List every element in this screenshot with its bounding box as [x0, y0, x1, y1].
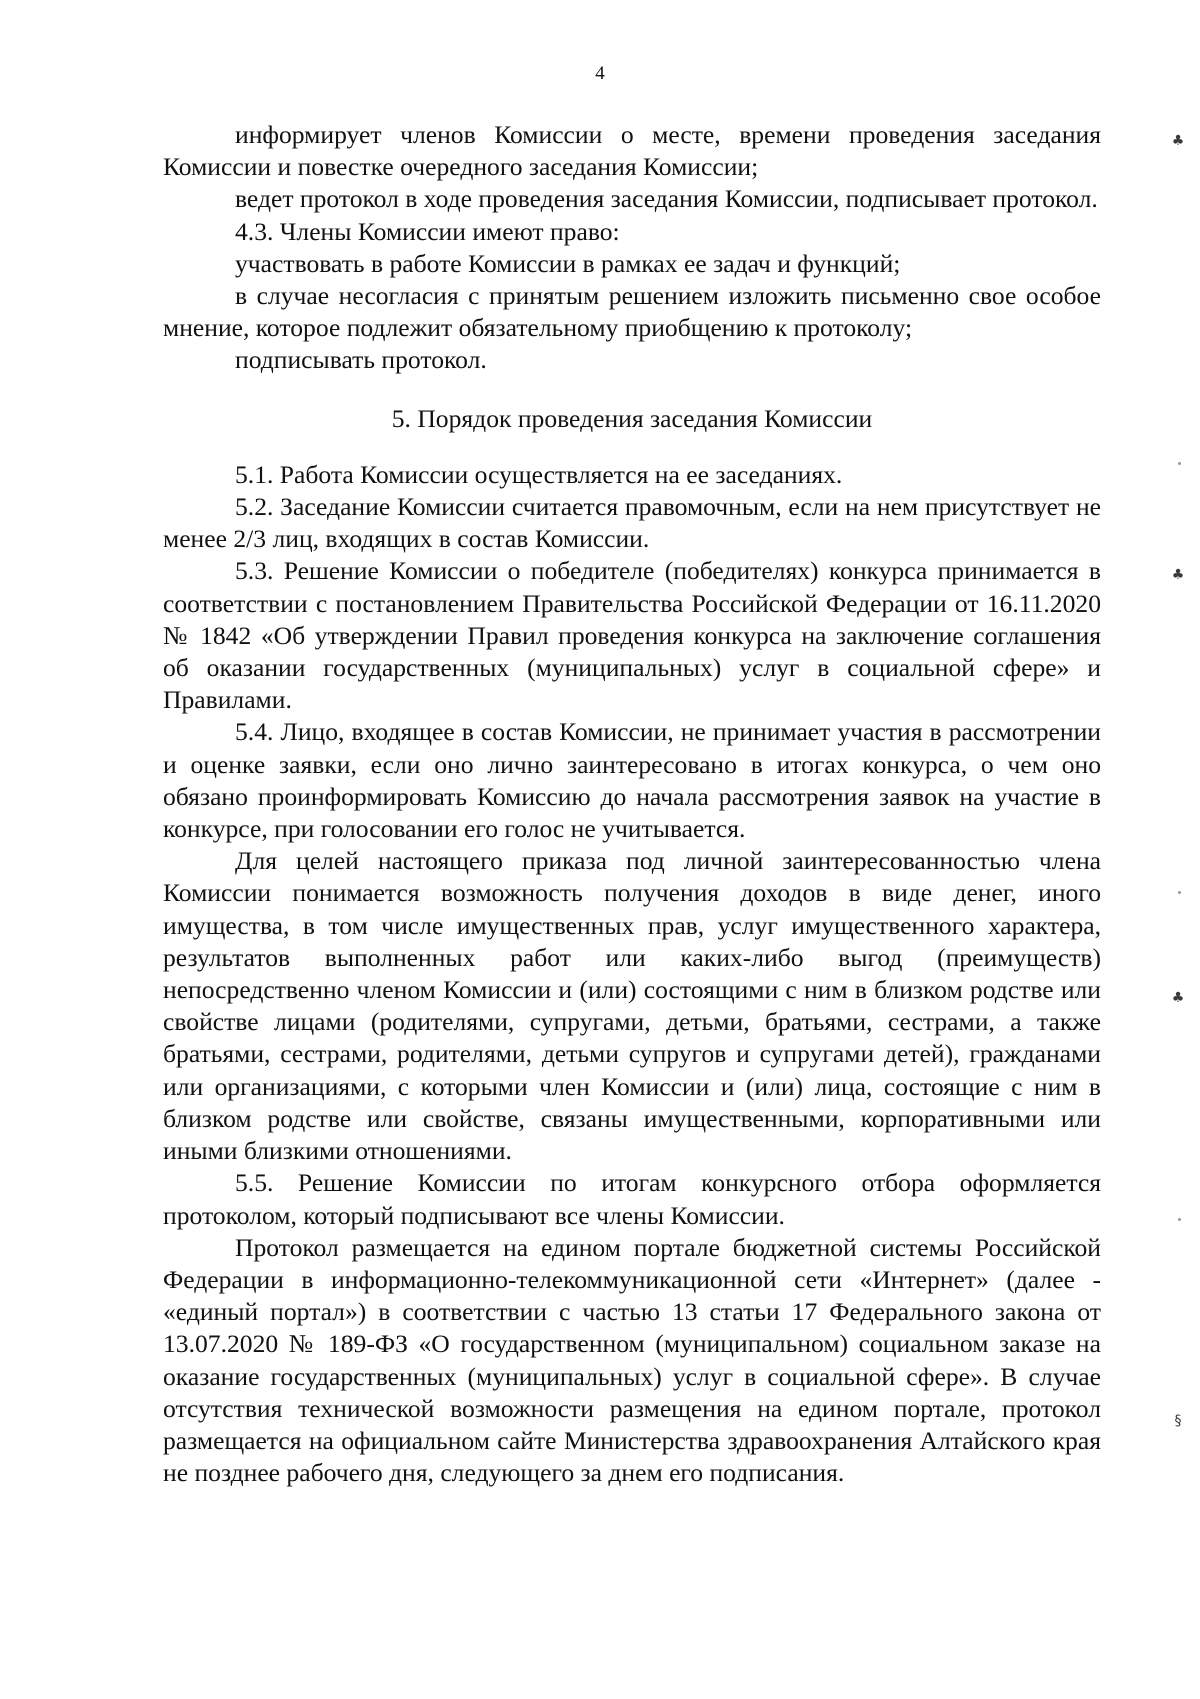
- paragraph-protocol-placement: Протокол размещается на едином портале бюджетной системы Российской Федерации в информационно-телекоммуникационной сети «Интернет» (далее - «единый портал») в соответствии с частью 13 статьи 17 Федерального закона от 13.07.2020 № 189-ФЗ «О государственном (муниципальном) социальном заказе на оказание государственных (муниципальных) услуг в социальной сфере». В случае отсутствия технической возможности размещения на едином портале, протокол размещается на официальном сайте Министерства здравоохранения Алтайского края не позднее рабочего дня, следующего за днем его подписания.: [163, 1232, 1101, 1488]
- paragraph-5-2: 5.2. Заседание Комиссии считается правомочным, если на нем присутствует не менее 2/3 лиц, входящих в состав Комиссии.: [163, 492, 1101, 554]
- paragraph-interest-definition: Для целей настоящего приказа под личной заинтересованностью члена Комиссии понимается возможность получения доходов в виде денег, иного имущества, в том числе имущественных прав, услуг имущественного характера, результатов выполненных работ или каких-либо выгод (преимуществ) непосредственно членом Комиссии и (или) состоящими с ним в близком родстве или свойстве лицами (родителями, супругами, детьми, братьями, сестрами, а также братьями, сестрами, родителями, детьми супругов и супругами детей), гражданами или организациями, с которыми член Комиссии и (или) лица, состоящие с ним в близком родстве или свойстве, связаны имущественными, корпоративными или иными близкими отношениями.: [163, 846, 1101, 1166]
- paragraph-5-5: 5.5. Решение Комиссии по итогам конкурсного отбора оформляется протоколом, который подписывают все члены Комиссии.: [163, 1168, 1101, 1230]
- scan-artifact-icon: §: [1174, 1413, 1182, 1429]
- paragraph-5-4: 5.4. Лицо, входящее в состав Комиссии, не принимает участия в рассмотрении и оценке заявки, если оно лично заинтересовано в итогах конкурса, о чем оно обязано проинформировать Комиссию до начала рассмотрения заявок на участие в конкурсе, при голосовании его голос не учитывается.: [163, 717, 1101, 844]
- paragraph-dissent: в случае несогласия с принятым решением изложить письменно свое особое мнение, которое подлежит обязательному приобщению к протоколу;: [163, 281, 1101, 343]
- paragraph-5-3: 5.3. Решение Комиссии о победителе (победителях) конкурса принимается в соответствии с постановлением Правительства Российской Федерации от 16.11.2020 № 1842 «Об утверждении Правил проведения конкурса на заключение соглашения об оказании государственных (муниципальных) услуг в социальной сфере» и Правилами.: [163, 556, 1101, 715]
- paragraph-secretary-informs: информирует членов Комиссии о месте, времени проведения заседания Комиссии и повестке очередного заседания Комиссии;: [163, 120, 1101, 182]
- scan-dot-icon: [1178, 1218, 1181, 1221]
- paragraph-secretary-protocol: ведет протокол в ходе проведения заседания Комиссии, подписывает протокол.: [235, 184, 1098, 214]
- paragraph-participate: участвовать в работе Комиссии в рамках ее задач и функций;: [235, 248, 901, 278]
- paragraph-sign-protocol: подписывать протокол.: [235, 345, 487, 375]
- scan-artifact-icon: ♣: [1171, 567, 1185, 583]
- document-body: [163, 119, 1101, 1489]
- section-heading: 5. Порядок проведения заседания Комиссии: [391, 403, 873, 433]
- paragraph-5-1: 5.1. Работа Комиссии осуществляется на ее заседаниях.: [235, 459, 843, 489]
- paragraph-members-rights: 4.3. Члены Комиссии имеют право:: [235, 216, 620, 246]
- scan-dot-icon: [1178, 891, 1181, 894]
- scan-dot-icon: [1178, 462, 1181, 465]
- scan-artifact-icon: ♣: [1171, 133, 1185, 149]
- scan-artifact-icon: ♣: [1171, 990, 1185, 1006]
- page-number: 4: [595, 63, 605, 84]
